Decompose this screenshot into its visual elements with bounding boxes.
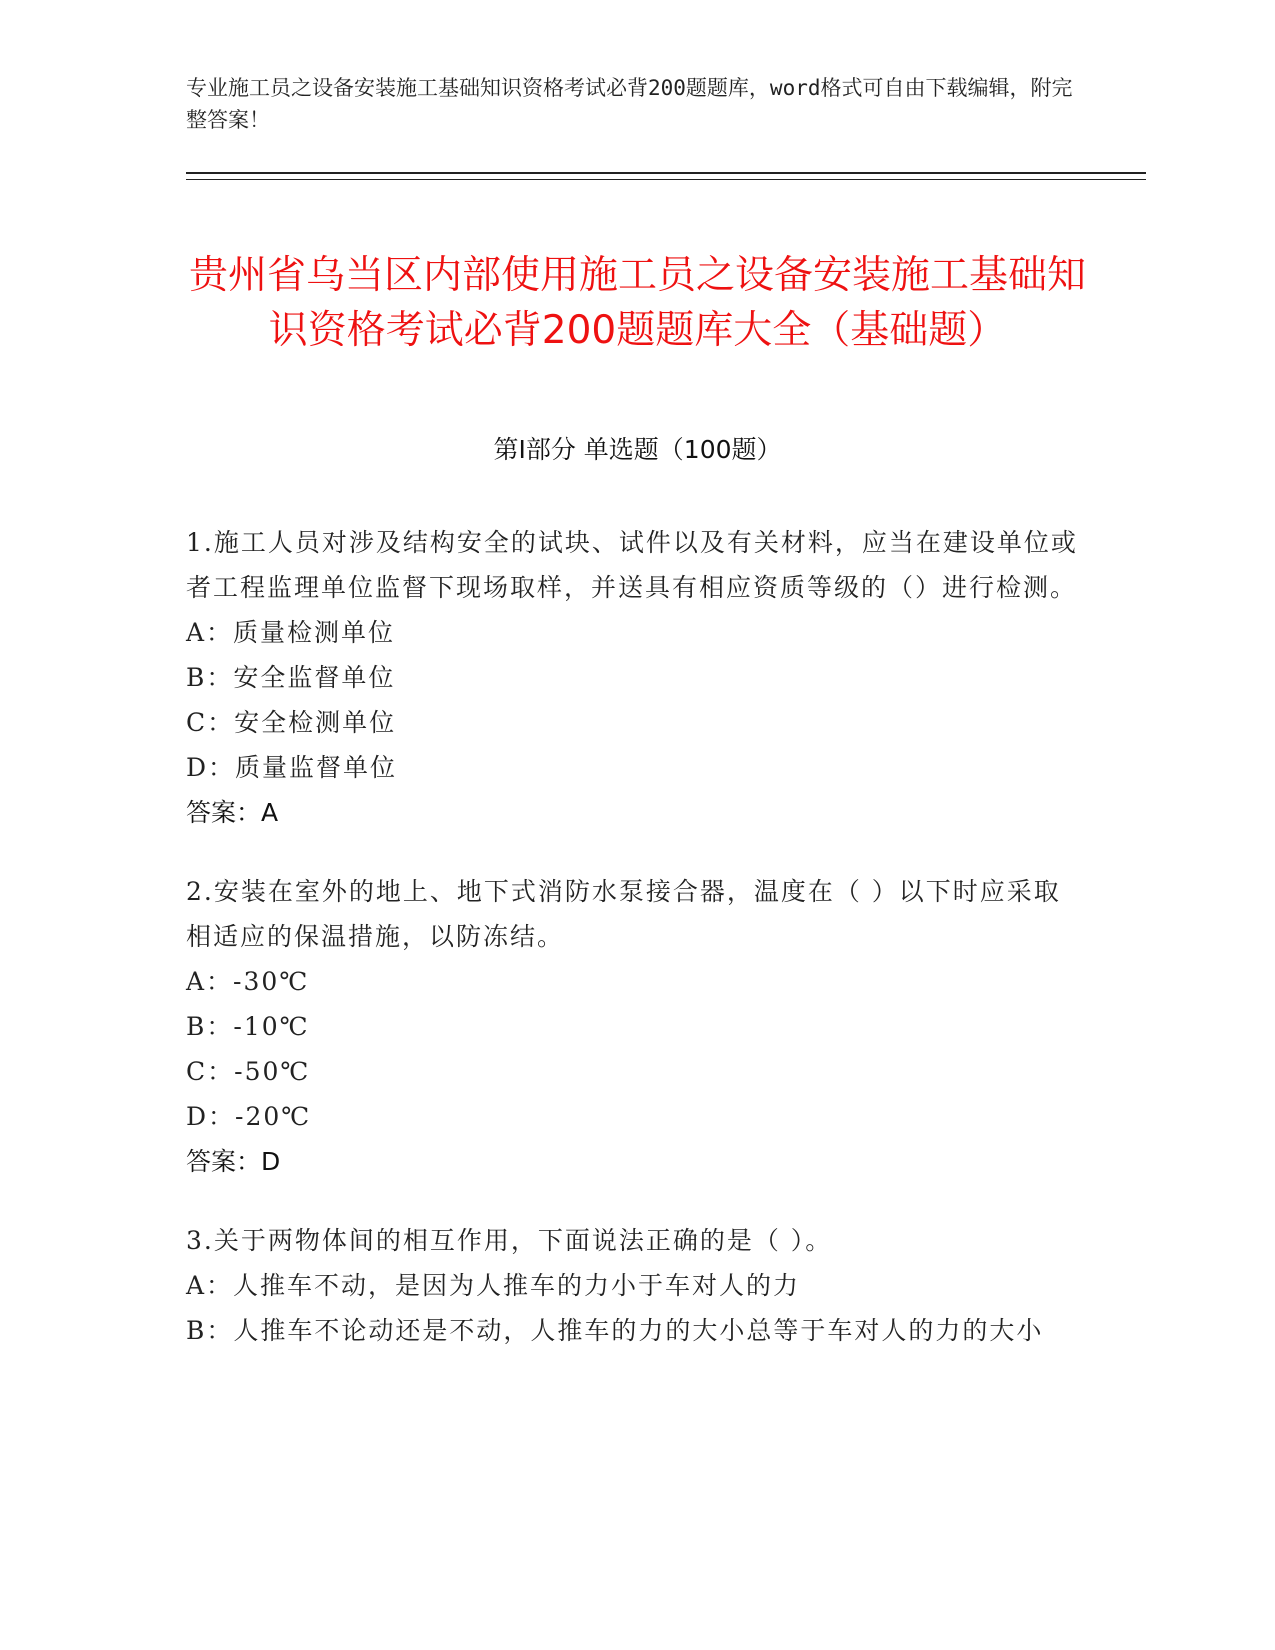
question-list [186, 520, 1086, 1387]
document-title: 贵州省乌当区内部使用施工员之设备安装施工基础知识资格考试必背200题题库大全（基础题） [188, 253, 1086, 354]
question-text: 2.安装在室外的地上、地下式消防水泵接合器，温度在（ ）以下时应采取相适应的保温措施，以防冻结。 [186, 877, 1061, 951]
header-divider-thick [186, 172, 1146, 174]
option-a: A：人推车不动，是因为人推车的力小于车对人的力 [186, 1271, 801, 1300]
answer: 答案：D [186, 1147, 281, 1176]
option-c: C：-50℃ [186, 1057, 311, 1086]
option-d: D：-20℃ [186, 1102, 312, 1131]
question-2 [186, 869, 1086, 1184]
answer: 答案：A [186, 798, 279, 827]
question-text: 1.施工人员对涉及结构安全的试块、试件以及有关材料，应当在建设单位或者工程监理单位监督下现场取样，并送具有相应资质等级的（）进行检测。 [186, 528, 1078, 602]
question-1 [186, 520, 1086, 835]
option-d: D：质量监督单位 [186, 753, 398, 782]
section-heading: 第I部分 单选题（100题） [493, 435, 782, 464]
header-note: 专业施工员之设备安装施工基础知识资格考试必背200题题库，word格式可自由下载编辑，附完整答案！ [186, 76, 1073, 132]
option-a: A：质量检测单位 [186, 618, 396, 647]
option-a: A：-30℃ [186, 967, 310, 996]
option-b: B：人推车不论动还是不动，人推车的力的大小总等于车对人的力的大小 [186, 1316, 1044, 1345]
option-b: B：安全监督单位 [186, 663, 396, 692]
question-3 [186, 1218, 1086, 1353]
question-text: 3.关于两物体间的相互作用，下面说法正确的是（ ）。 [186, 1226, 833, 1255]
header-divider-thin [186, 179, 1146, 180]
option-b: B：-10℃ [186, 1012, 310, 1041]
option-c: C：安全检测单位 [186, 708, 397, 737]
